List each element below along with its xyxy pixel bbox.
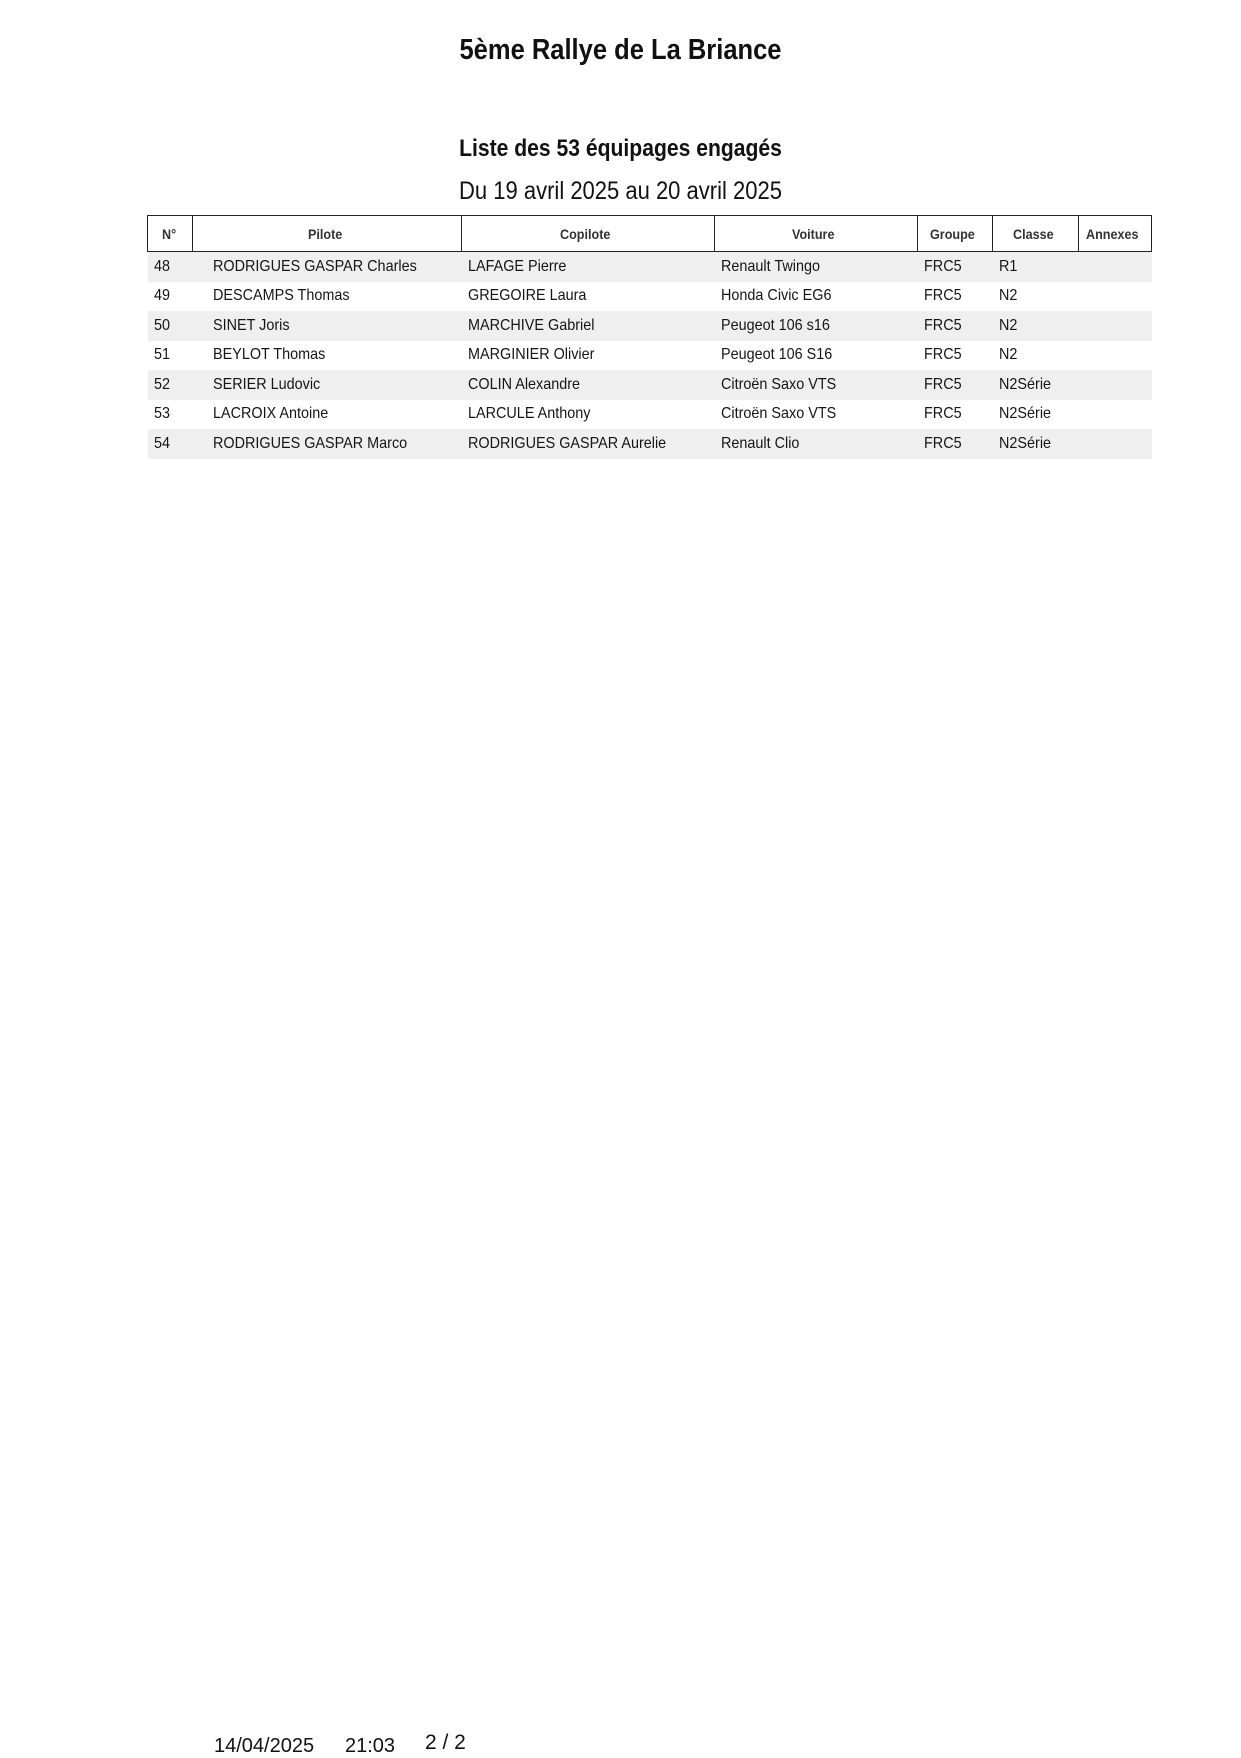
cell-groupe: FRC5 [923,287,962,305]
table-row [148,400,1152,430]
header-pilote: Pilote [193,216,462,252]
cell-copilote: COLIN Alexandre [462,370,715,400]
cell-annexes [1079,282,1152,312]
cell-annexes [1079,252,1152,282]
cell-groupe: FRC5 [918,370,993,400]
cell-groupe: FRC5 [918,252,993,282]
cell-num: 52 [148,370,193,400]
cell-voiture: Honda Civic EG6 [720,287,831,305]
entries-table [147,215,1152,459]
cell-pilote: BEYLOT Thomas [212,346,325,364]
cell-pilote: SINET Joris [193,311,462,341]
cell-annexes [1079,341,1152,371]
cell-copilote: GREGOIRE Laura [467,287,586,305]
cell-voiture: Peugeot 106 s16 [715,311,918,341]
cell-voiture: Renault Twingo [715,252,918,282]
table-header-row [148,216,1152,252]
footer-time: 21:03 [345,1735,396,1757]
document-title: 5ème Rallye de La Briance [459,34,782,66]
header-num: N° [148,216,193,252]
cell-num: 51 [153,346,170,364]
event-dates: Du 19 avril 2025 au 20 avril 2025 [459,177,782,205]
header-voiture: Voiture [715,216,918,252]
cell-classe: N2Série [993,429,1079,459]
cell-annexes [1079,311,1152,341]
cell-voiture: Peugeot 106 S16 [720,346,832,364]
cell-groupe: FRC5 [923,346,962,364]
cell-num: 48 [148,252,193,282]
cell-pilote: RODRIGUES GASPAR Charles [193,252,462,282]
cell-num: 54 [148,429,193,459]
cell-voiture: Renault Clio [715,429,918,459]
document-subtitle: Liste des 53 équipages engagés [459,135,782,162]
cell-annexes [1079,429,1152,459]
cell-copilote: MARGINIER Olivier [467,346,594,364]
cell-voiture: Citroën Saxo VTS [720,405,836,423]
table-row [148,252,1152,282]
cell-pilote: LACROIX Antoine [212,405,328,423]
header-classe: Classe [993,216,1079,252]
cell-classe: N2Série [993,370,1079,400]
cell-voiture: Citroën Saxo VTS [715,370,918,400]
cell-groupe: FRC5 [918,311,993,341]
cell-groupe: FRC5 [918,429,993,459]
cell-copilote: MARCHIVE Gabriel [462,311,715,341]
cell-num: 49 [153,287,170,305]
cell-annexes [1079,400,1152,430]
cell-copilote: LARCULE Anthony [467,405,590,423]
cell-classe: N2 [998,287,1017,305]
table-row [148,282,1152,312]
footer-date: 14/04/2025 [214,1735,315,1757]
header-copilote: Copilote [462,216,715,252]
header-groupe: Groupe [918,216,993,252]
table-row [148,429,1152,459]
header-annexes: Annexes [1079,216,1152,252]
cell-groupe: FRC5 [923,405,962,423]
table-row [148,311,1152,341]
cell-num: 53 [153,405,170,423]
cell-copilote: LAFAGE Pierre [462,252,715,282]
cell-classe: N2Série [998,405,1051,423]
cell-copilote: RODRIGUES GASPAR Aurelie [462,429,715,459]
cell-pilote: RODRIGUES GASPAR Marco [193,429,462,459]
cell-classe: N2 [998,346,1017,364]
footer-page-number: 2 / 2 [425,1731,466,1754]
table-row [148,341,1152,371]
cell-annexes [1079,370,1152,400]
cell-pilote: SERIER Ludovic [193,370,462,400]
cell-num: 50 [148,311,193,341]
cell-pilote: DESCAMPS Thomas [212,287,350,305]
cell-classe: N2 [993,311,1079,341]
table-row [148,370,1152,400]
cell-classe: R1 [993,252,1079,282]
